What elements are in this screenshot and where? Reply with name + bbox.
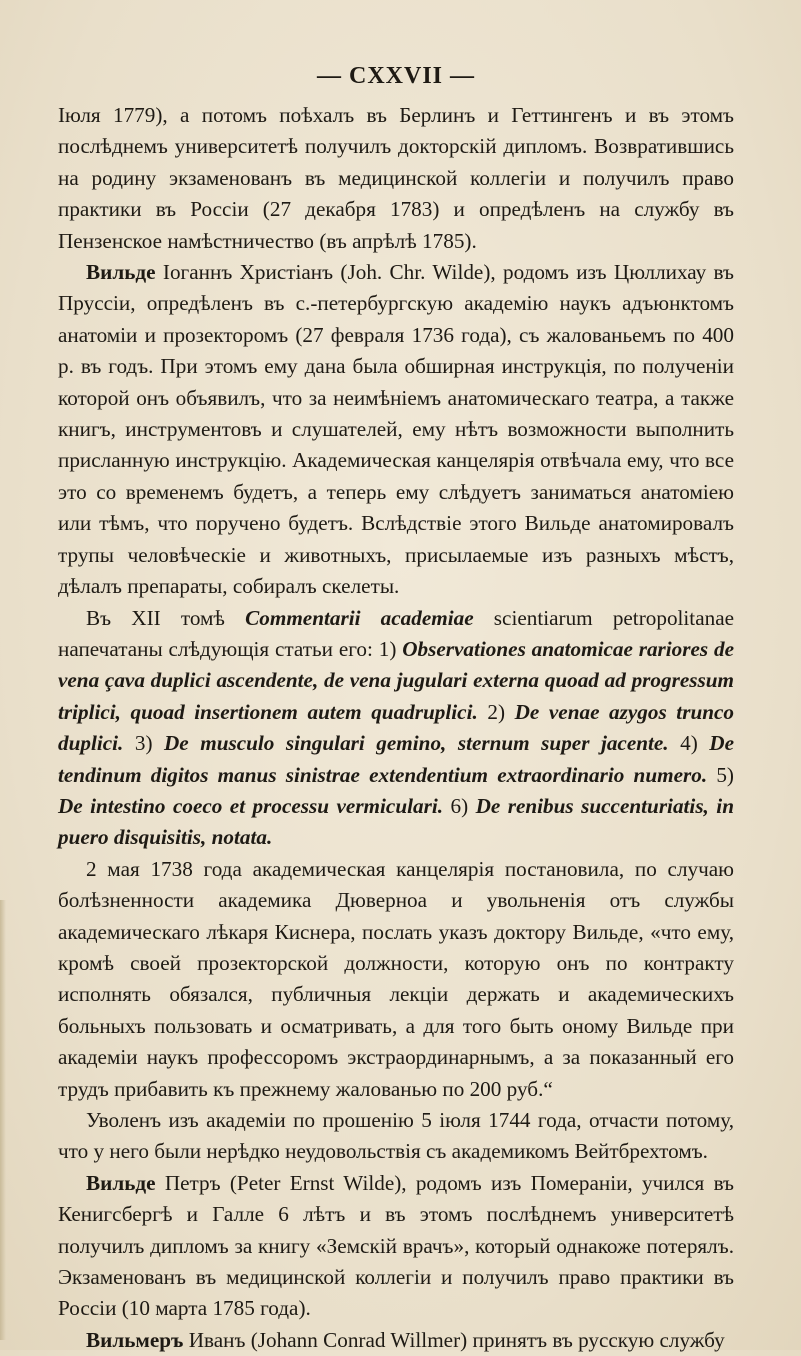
latin-title: De tendinum digitos manus sinistrae extendentium extraordinario numero.: [58, 731, 734, 787]
text-span: 2): [477, 699, 515, 724]
text-span: 6): [443, 793, 476, 818]
page-number-header: — CXXVII —: [316, 63, 475, 89]
latin-title: Observationes anatomicae rariores de vena çava duplici ascendente, de vena jugulari externa quoad ad progressum triplici, quoad insertionem autem quadruplici.: [58, 636, 735, 724]
latin-title: Commentarii academiae: [245, 605, 474, 630]
latin-title: De musculo singulari gemino, sternum super jacente.: [164, 731, 669, 756]
text-span: 4): [668, 731, 710, 756]
paragraph-decree: 2 мая 1738 года академическая канцелярія постановила, по случаю болѣзненности академика Дюверноа и увольненія отъ службы академическаго лѣкаря Киснера, послать указъ доктору Вильде, «что ему, кромѣ своей прозекторской должности, которую онъ по контракту исполнять обязался, публичныя лекціи держать и академическихъ больныхъ пользовать и осматривать, а для того быть оному Вильде при академіи наукъ профессоромъ экстраординарнымъ, а за показанный его трудъ прибавить къ прежнему жалованью по 200 руб.“: [58, 856, 734, 1101]
entry-name: Вильмеръ: [86, 1327, 184, 1352]
entry-name: Вильде: [86, 260, 156, 285]
entry-text: Петръ (Peter Ernst Wilde), родомъ изъ Помераніи, учился въ Кенигсбергѣ и Галле 6 лѣтъ и въ этомъ послѣднемъ университетѣ получилъ дипломъ за книгу «Земскій врачъ», который однакоже потерялъ. Экзаменованъ въ медицинской коллегіи и получилъ право практики въ Россіи (10 марта 1785 года).: [58, 1170, 734, 1321]
paragraph-dismissal: Уволенъ изъ академіи по прошенію 5 іюля 1744 года, отчасти потому, что у него были нерѣдко неудовольствія съ академикомъ Вейтбрехтомъ.: [58, 1108, 734, 1164]
text-span: 5): [707, 762, 734, 787]
document-page: [58, 60, 734, 1356]
text-span: Въ XII томѣ: [86, 605, 246, 630]
entry-name: Вильде: [86, 1170, 156, 1195]
paragraph-willmer: [58, 1325, 734, 1356]
text-span: scientiarum petropolitanae напечатаны слѣдующія статьи его: 1): [58, 605, 735, 661]
latin-title: De intestino coeco et processu vermiculari.: [58, 793, 444, 818]
entry-text: Иванъ (Johann Conrad Willmer) принятъ въ русскую службу: [183, 1327, 725, 1352]
page-edge-shadow: [0, 900, 6, 1340]
entry-text: Іоганнъ Христіанъ (Joh. Chr. Wilde), родомъ изъ Цюллихау въ Пруссіи, опредѣленъ въ с.-петербургскую академію наукъ адъюнктомъ анатоміи и прозекторомъ (27 февраля 1736 года), съ жалованьемъ по 400 р. въ годъ. При этомъ ему дана была обширная инструкція, по полученіи которой онъ объявилъ, что за неимѣніемъ анатомическаго театра, а также книгъ, инструментовъ и слушателей, ему нѣтъ возможности выполнить присланную инструкцію. Академическая канцелярія отвѣчала ему, что все это со временемъ будетъ, а теперь ему слѣдуетъ заниматься анатоміею или тѣмъ, что поручено будетъ. Вслѣдствіе этого Вильде анатомировалъ трупы человѣческіе и животныхъ, присылаемые изъ разныхъ мѣстъ, дѣлалъ препараты, собиралъ скелеты.: [58, 260, 734, 599]
paragraph-wilde-peter: [58, 1168, 734, 1325]
latin-title: De venae azygos trunco duplici.: [58, 699, 735, 756]
paragraph-1: Іюля 1779), а потомъ поѣхалъ въ Берлинъ и Геттингенъ и въ этомъ послѣднемъ университетѣ получилъ докторскій дипломъ. Возвратившись на родину экзаменованъ въ медицинской коллегіи и получилъ право практики въ Россіи (27 декабря 1783) и опредѣленъ на службу въ Пензенское намѣстничество (въ апрѣлѣ 1785).: [58, 103, 734, 253]
paragraph-publications: [58, 603, 734, 854]
paragraph-wilde-johann: [58, 257, 734, 602]
text-span: 3): [123, 731, 164, 756]
latin-title: De renibus succenturiatis, in puero disquisitis, notata.: [58, 793, 734, 850]
